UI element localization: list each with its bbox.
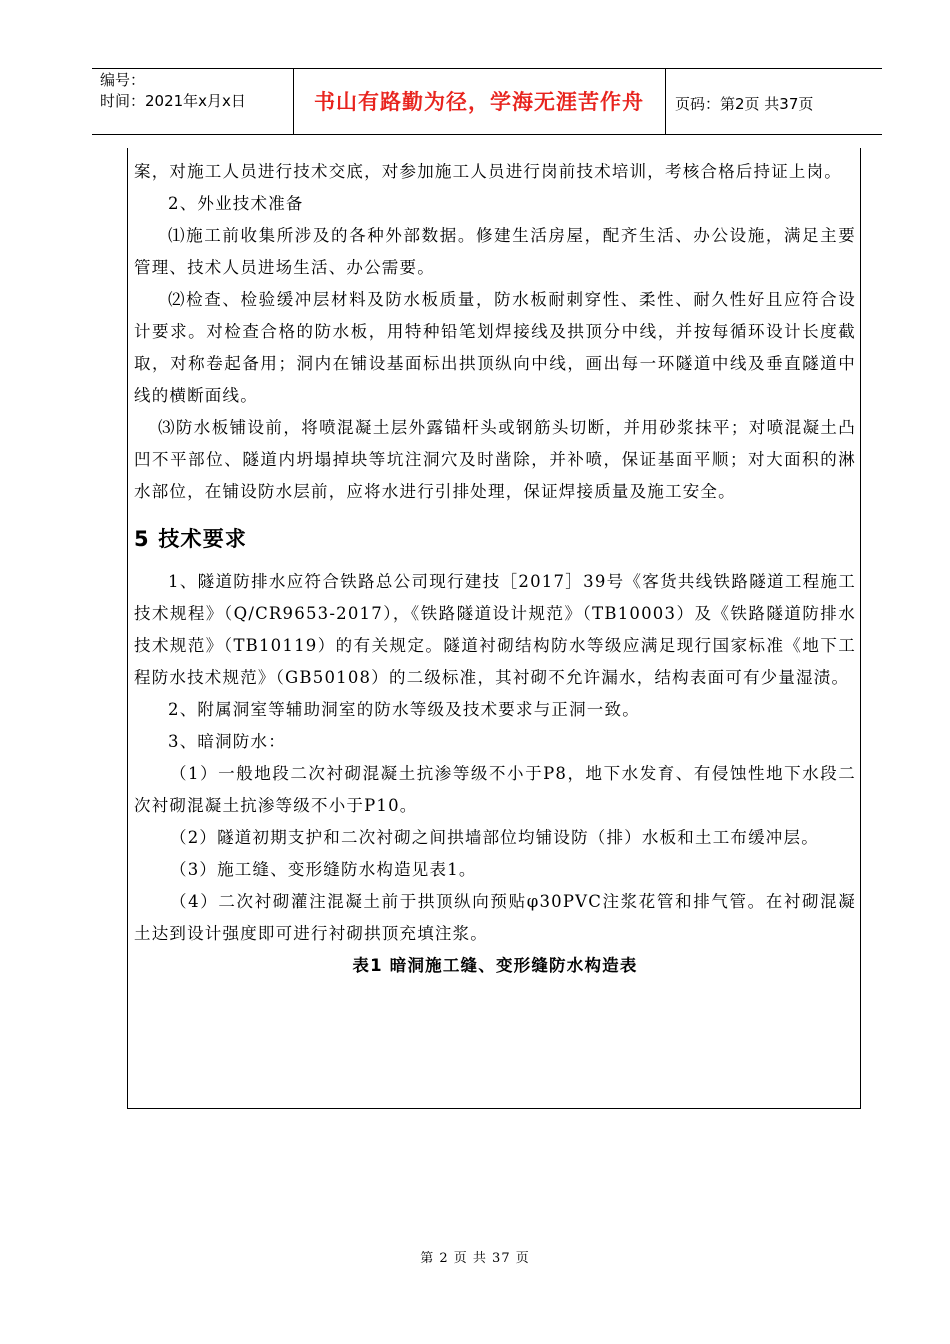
section-heading: 5 技术要求 (134, 527, 248, 551)
paragraph: ⑶防水板铺设前，将喷混凝土层外露锚杆头或钢筋头切断，并用砂浆抹平；对喷混凝土凸凹不平部位、隧道内坍塌掉块等坑注洞穴及时凿除，并补喷，保证基面平顺；对大面积的淋水部位，在铺设防水层前，应将水进行引排处理，保证焊接质量及施工安全。 (134, 418, 856, 501)
document-body (134, 156, 856, 982)
paragraph: 3、暗洞防水： (168, 732, 286, 751)
paragraph: 2、外业技术准备 (168, 194, 304, 213)
header-bottom-rule (92, 134, 882, 135)
paragraph: （4）二次衬砌灌注混凝土前于拱顶纵向预贴φ30PVC注浆花管和排气管。在衬砌混凝土达到设计强度即可进行衬砌拱顶充填注浆。 (134, 892, 856, 943)
paragraph: （1）一般地段二次衬砌混凝土抗渗等级不小于P8，地下水发育、有侵蚀性地下水段二次衬砌混凝土抗渗等级不小于P10。 (134, 764, 856, 815)
header-top-rule (92, 68, 882, 69)
document-code: 编号： (100, 71, 146, 89)
paragraph: （3）施工缝、变形缝防水构造见表1。 (170, 860, 477, 879)
paragraph: 1、隧道防排水应符合铁路总公司现行建技［2017］39号《客货共线铁路隧道工程施工技术规程》（Q/CR9653-2017），《铁路隧道设计规范》（TB10003）及《铁路隧道防排水技术规范》（TB10119）的有关规定。隧道衬砌结构防水等级应满足现行国家标准《地下工程防水技术规范》（GB50108）的二级标准，其衬砌不允许漏水，结构表面可有少量湿渍。 (134, 572, 856, 687)
header-divider (665, 68, 666, 134)
paragraph: 案，对施工人员进行技术交底，对参加施工人员进行岗前技术培训，考核合格后持证上岗。 (134, 162, 842, 181)
header-page-number: 页码：第2页 共37页 (675, 95, 814, 113)
header-meta (100, 70, 246, 112)
paragraph: ⑴施工前收集所涉及的各种外部数据。修建生活房屋，配齐生活、办公设施，满足主要管理、技术人员进场生活、办公需要。 (134, 226, 856, 277)
page-footer: 第 2 页 共 37 页 (420, 1251, 530, 1266)
document-date: 时间：2021年x月x日 (100, 92, 246, 110)
table-caption: 表1 暗洞施工缝、变形缝防水构造表 (352, 956, 638, 975)
header-motto: 书山有路勤为径，学海无涯苦作舟 (314, 90, 644, 114)
paragraph: ⑵检查、检验缓冲层材料及防水板质量，防水板耐刺穿性、柔性、耐久性好且应符合设计要求。对检查合格的防水板，用特种铅笔划焊接线及拱顶分中线，并按每循环设计长度截取，对称卷起备用；洞内在铺设基面标出拱顶纵向中线，画出每一环隧道中线及垂直隧道中线的横断面线。 (134, 290, 856, 405)
paragraph: 2、附属洞室等辅助洞室的防水等级及技术要求与正洞一致。 (168, 700, 640, 719)
paragraph: （2）隧道初期支护和二次衬砌之间拱墙部位均铺设防（排）水板和土工布缓冲层。 (170, 828, 819, 847)
